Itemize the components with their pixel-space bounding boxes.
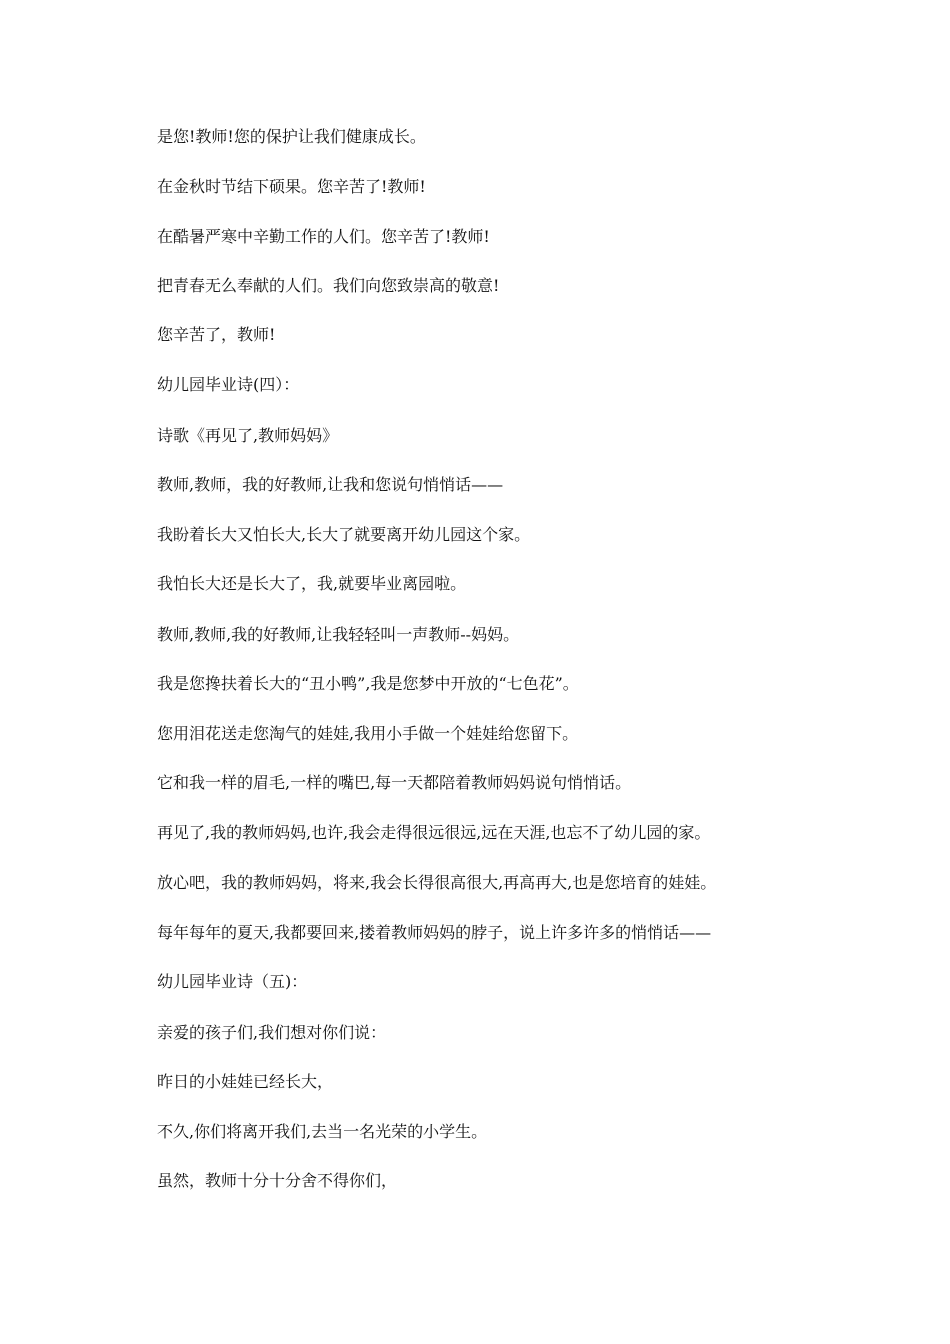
poem-line: 您辛苦了，教师! bbox=[157, 325, 276, 344]
poem-line: 它和我一样的眉毛,一样的嘴巴,每一天都陪着教师妈妈说句悄悄话。 bbox=[157, 773, 632, 792]
poem-line: 教师,教师,我的好教师,让我轻轻叫一声教师--妈妈。 bbox=[157, 625, 520, 644]
section-heading: 幼儿园毕业诗(四）： bbox=[157, 375, 300, 394]
poem-line: 我怕长大还是长大了，我,就要毕业离园啦。 bbox=[157, 574, 467, 593]
poem-line: 我盼着长大又怕长大,长大了就要离开幼儿园这个家。 bbox=[157, 525, 531, 544]
poem-line: 放心吧，我的教师妈妈，将来,我会长得很高很大,再高再大,也是您培育的娃娃。 bbox=[157, 873, 717, 892]
poem-line: 在金秋时节结下硕果。您辛苦了!教师! bbox=[157, 177, 426, 196]
poem-line: 亲爱的孩子们,我们想对你们说： bbox=[157, 1023, 387, 1042]
poem-line: 是您!教师!您的保护让我们健康成长。 bbox=[157, 127, 426, 146]
poem-line: 每年每年的夏天,我都要回来,搂着教师妈妈的脖子，说上许多许多的悄悄话—— bbox=[157, 923, 712, 942]
poem-line: 我是您搀扶着长大的“丑小鸭”,我是您梦中开放的“七色花”。 bbox=[157, 674, 579, 693]
poem-line: 您用泪花送走您淘气的娃娃,我用小手做一个娃娃给您留下。 bbox=[157, 724, 579, 743]
poem-line: 教师,教师，我的好教师,让我和您说句悄悄话—— bbox=[157, 475, 504, 494]
poem-line: 再见了,我的教师妈妈,也许,我会走得很远很远,远在天涯,也忘不了幼儿园的家。 bbox=[157, 823, 711, 842]
poem-line: 虽然，教师十分十分舍不得你们， bbox=[157, 1171, 398, 1190]
poem-title: 诗歌《再见了,教师妈妈》 bbox=[157, 426, 339, 445]
poem-line: 不久,你们将离开我们,去当一名光荣的小学生。 bbox=[157, 1122, 488, 1141]
section-heading: 幼儿园毕业诗（五)： bbox=[157, 972, 308, 991]
poem-line: 昨日的小娃娃已经长大， bbox=[157, 1072, 334, 1091]
poem-line: 把青春无么奉献的人们。我们向您致崇高的敬意! bbox=[157, 276, 500, 295]
poem-line: 在酷暑严寒中辛勤工作的人们。您辛苦了!教师! bbox=[157, 227, 490, 246]
